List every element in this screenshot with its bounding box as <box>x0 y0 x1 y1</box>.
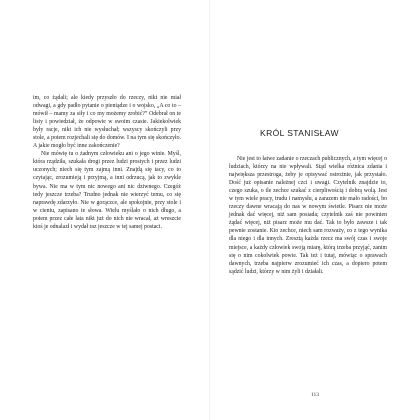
right-paragraph-1: Nie jest to łatwe zadanie o rzeczach publicznych, a tym więcej o ludziach, którzy na nie wpływali. Stąd wielka różnica zdania i największa przestroga, żeby je opisywać ostrożnie, jak przystało. Dość już opisanie należnej czci i uwagi. Czytelnik znajdzie to, czego szuka, o ile zechce szukać z cierpliwością i dobrą wolą. Jest w tym wiele pracy, trudu i namysłu, a zarazem nie mało radości, bo rzeczy dawne wracają do nas w nowym świetle. Pisarz nie może jednak dać więcej, niż sam posiada; czytelnik zaś nie powinien żądać więcej, niż pisarz może mu dać. Tak to było zawsze i tak pewnie zostanie. Kto zechce, niech sam rozważy, co z tego wynika dla niego i dla innych. Zresztą każda rzecz ma swój czas i swoje miejsce, a każdy człowiek swoją miarę, którą trzeba przyjąć, zanim się o nim cokolwiek powie. Tak też i tutaj, mówiąc o sprawach dawnych, trzeba najpierw zrozumieć ich czas, a dopiero potem sądzić ludzi, którzy w nim żyli i działali. <box>229 156 387 275</box>
left-paragraph-1: im, co żądali; ale kiedy przyszło do rzeczy, nikt nie miał odwagi, a gdy padło pytanie o pieniądze i o wojsko, „A co to – mówił – mamy za siły i co my możemy zrobić?” Odebrał on te listy i powiedział, że odpowie w swoim czasie. Jakiekolwiek były racje, nikt ich nie wysłuchał; wszyscy skończyli przy stole, a potem rozjechali się do domów. I na tym się skończyło. A jakie mogło być inne zakończenie? <box>33 95 181 150</box>
left-page-text <box>33 94 181 231</box>
page-number: 113 <box>310 392 320 398</box>
left-paragraph-2: Nie mówię tu o żadnym człowieku ani o jego winie. Myśl, która rządziła, szukała drogi przez ludzi prostych i przez ludzi uczonych; niech się tym zajmą inni. Znajdą się tacy, co to czytając, zrozumieją i przyjmą, a inni odrzucą, jak to zwykle bywa. Nie ma w tym nic nowego ani nic dziwnego. Czegóż tedy jeszcze trzeba? Trudno jednak nie wierzyć temu, co się naprawdę zdarzyło. Nie w gorączce, ale spokojnie, przy stole i w cieniu, zapisano te słowa. Wielu myślało o nich długo, a potem przez całe lata nikt już do nich nie wracał, aż wreszcie ktoś je odnalazł i wydał raz jeszcze w tej samej postaci. <box>33 151 181 230</box>
right-page-text <box>229 155 387 276</box>
right-page <box>210 0 420 420</box>
chapter-title: KRÓL STANISŁAW <box>260 128 339 138</box>
